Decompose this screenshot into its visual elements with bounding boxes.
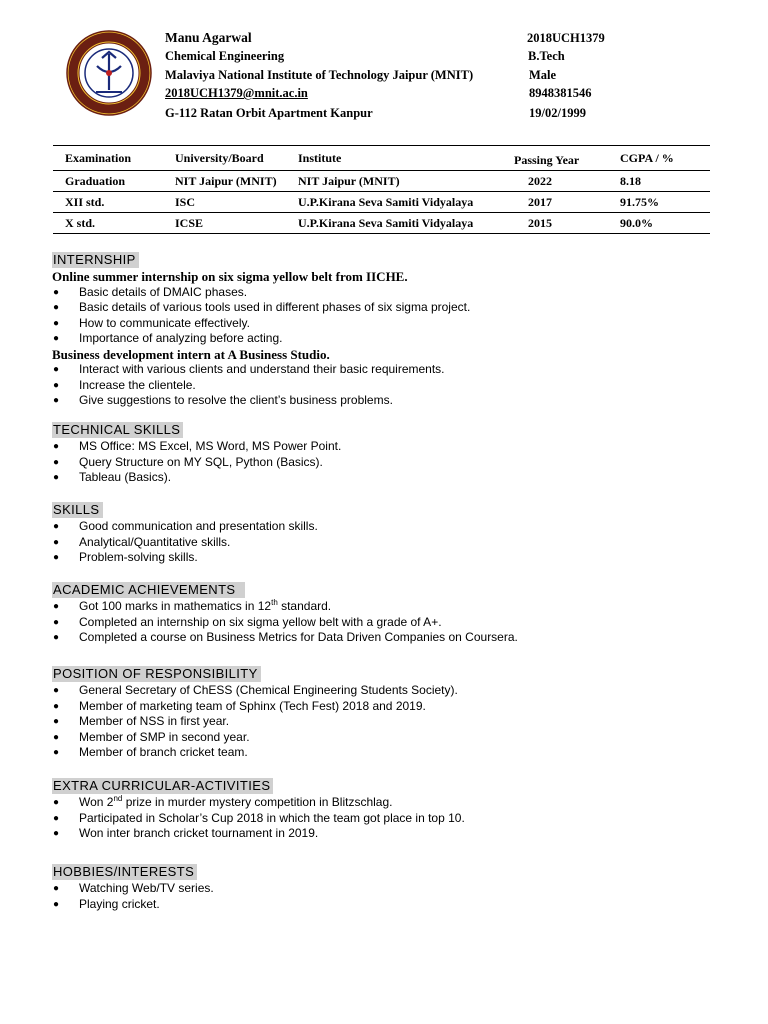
bullet-icon: ● <box>53 441 60 452</box>
table-cell: ICSE <box>163 213 286 234</box>
list-item-text: Completed an internship on six sigma yellow belt with a grade of A+. <box>79 614 442 629</box>
list-item <box>52 714 458 730</box>
list-item <box>52 393 470 409</box>
list-item-text: Playing cricket. <box>79 896 160 911</box>
list-item-text: General Secretary of ChESS (Chemical Engineering Students Society). <box>79 683 458 697</box>
bullet-icon: ● <box>53 685 60 696</box>
academic-achievements-section <box>52 581 518 646</box>
list-item <box>52 550 318 566</box>
candidate-name: Manu Agarwal <box>165 30 252 45</box>
list-item-text: Watching Web/TV series. <box>79 881 214 895</box>
bullet-list <box>52 439 341 486</box>
list-item <box>52 378 470 394</box>
internship-title: Business development intern at A Business Studio. <box>52 346 330 362</box>
bullet-list <box>52 362 470 409</box>
bullet-icon: ● <box>53 731 60 743</box>
list-item-text: Member of SMP in second year. <box>79 729 250 744</box>
superscript: th <box>271 598 278 607</box>
section-title: HOBBIES/INTERESTS <box>52 864 197 880</box>
internship-title: Online summer internship on six sigma yellow belt from IICHE. <box>52 269 408 284</box>
section-title: SKILLS <box>52 502 103 518</box>
list-item-text: Importance of analyzing before acting. <box>79 331 283 345</box>
table-cell: U.P.Kirana Seva Samiti Vidyalaya <box>286 213 502 234</box>
table-cell: 2017 <box>502 192 608 213</box>
bullet-icon: ● <box>53 601 60 612</box>
extra-curricular-section <box>52 777 465 842</box>
table-header-cell: Examination <box>53 146 163 171</box>
education-table <box>53 145 710 234</box>
email-link[interactable]: 2018UCH1379@mnit.ac.in <box>165 86 308 100</box>
institute-logo <box>66 30 152 116</box>
bullet-icon: ● <box>53 333 60 344</box>
table-row <box>53 171 710 192</box>
list-item-text: Analytical/Quantitative skills. <box>79 534 231 549</box>
bullet-icon: ● <box>53 472 60 483</box>
list-item-text: How to communicate effectively. <box>79 315 250 330</box>
bullet-icon: ● <box>53 552 60 563</box>
bullet-list <box>52 795 465 842</box>
bullet-icon: ● <box>53 828 60 839</box>
list-item <box>52 331 470 347</box>
list-item <box>52 455 341 471</box>
bullet-icon: ● <box>53 812 60 824</box>
list-item-text: Interact with various clients and understand their basic requirements. <box>79 362 445 376</box>
table-header-cell: Institute <box>286 146 502 171</box>
table-cell: 8.18 <box>608 171 710 192</box>
list-item <box>52 811 465 827</box>
list-item-text: Basic details of various tools used in different phases of six sigma project. <box>79 300 471 314</box>
list-item <box>52 683 458 699</box>
bullet-icon: ● <box>53 716 60 727</box>
address: G-112 Ratan Orbit Apartment Kanpur <box>165 106 373 120</box>
list-item <box>52 519 318 535</box>
table-row <box>53 213 710 234</box>
list-item <box>52 615 518 631</box>
bullet-list <box>52 683 458 761</box>
bullet-list <box>52 599 518 646</box>
table-cell: ISC <box>163 192 286 213</box>
table-cell: 91.75% <box>608 192 710 213</box>
bullet-icon: ● <box>53 616 60 628</box>
table-cell: XII std. <box>53 192 163 213</box>
list-item-text: Got 100 marks in mathematics in 12 <box>79 599 272 613</box>
list-item-text: Give suggestions to resolve the client’s business problems. <box>79 393 393 407</box>
table-header-cell: Passing Year <box>502 146 608 171</box>
list-item <box>52 897 214 913</box>
list-item <box>52 826 465 842</box>
bullet-list <box>52 519 318 566</box>
list-item <box>52 730 458 746</box>
list-item <box>52 285 470 301</box>
table-header-row <box>53 146 710 171</box>
degree: B.Tech <box>528 49 565 63</box>
department: Chemical Engineering <box>165 49 285 63</box>
list-item-text: Good communication and presentation skills. <box>79 519 318 533</box>
list-item <box>52 599 518 615</box>
bullet-icon: ● <box>53 395 60 406</box>
hobbies-section <box>52 863 214 912</box>
table-header-cell: University/Board <box>163 146 286 171</box>
list-item <box>52 300 470 316</box>
bullet-icon: ● <box>53 379 60 391</box>
list-item-text: Won 2 <box>79 795 114 809</box>
list-item-text: prize in murder mystery competition in Blitzschlag. <box>122 795 393 809</box>
bullet-icon: ● <box>53 883 60 894</box>
section-title: ACADEMIC ACHIEVEMENTS <box>52 582 245 598</box>
list-item <box>52 881 214 897</box>
bullet-icon: ● <box>53 898 60 910</box>
list-item <box>52 699 458 715</box>
bullet-list <box>52 285 470 347</box>
list-item-text: Basic details of DMAIC phases. <box>79 284 248 299</box>
list-item-text: Won inter branch cricket tournament in 2019. <box>79 826 319 840</box>
bullet-icon: ● <box>53 521 60 532</box>
list-item <box>52 316 470 332</box>
section-title: TECHNICAL SKILLS <box>52 422 183 438</box>
bullet-icon: ● <box>53 700 60 712</box>
internship-section <box>52 251 470 409</box>
technical-skills-section <box>52 421 341 486</box>
bullet-icon: ● <box>53 317 60 329</box>
bullet-icon: ● <box>53 536 60 548</box>
table-row <box>53 192 710 213</box>
bullet-icon: ● <box>53 456 60 468</box>
date-of-birth: 19/02/1999 <box>529 106 586 120</box>
list-item <box>52 470 341 486</box>
list-item <box>52 745 458 761</box>
section-title: POSITION OF RESPONSIBILITY <box>52 666 261 682</box>
list-item-text: Query Structure on MY SQL, Python (Basics). <box>79 454 323 469</box>
responsibility-section <box>52 665 458 761</box>
list-item <box>52 535 318 551</box>
bullet-icon: ● <box>53 364 60 375</box>
list-item-text: Member of marketing team of Sphinx (Tech Fest) 2018 and 2019. <box>79 698 426 713</box>
table-cell: 90.0% <box>608 213 710 234</box>
section-title: EXTRA CURRICULAR-ACTIVITIES <box>52 778 273 794</box>
table-header-cell: CGPA / % <box>608 146 710 171</box>
list-item-text: Increase the clientele. <box>79 377 196 392</box>
list-item-text: Member of NSS in first year. <box>79 714 230 728</box>
bullet-icon: ● <box>53 797 60 808</box>
table-cell: 2022 <box>502 171 608 192</box>
table-cell: NIT Jaipur (MNIT) <box>163 171 286 192</box>
gender: Male <box>529 68 557 82</box>
list-item-text: Problem-solving skills. <box>79 550 198 564</box>
table-cell: U.P.Kirana Seva Samiti Vidyalaya <box>286 192 502 213</box>
list-item <box>52 439 341 455</box>
superscript: nd <box>113 794 123 803</box>
bullet-icon: ● <box>53 747 60 758</box>
bullet-list <box>52 881 214 912</box>
table-cell: X std. <box>53 213 163 234</box>
list-item-text: MS Office: MS Excel, MS Word, MS Power Point. <box>79 439 342 453</box>
table-cell: NIT Jaipur (MNIT) <box>286 171 502 192</box>
bullet-icon: ● <box>53 632 60 643</box>
list-item-text: Completed a course on Business Metrics for Data Driven Companies on Coursera. <box>79 630 518 644</box>
section-title: INTERNSHIP <box>52 252 139 268</box>
list-item-text: Member of branch cricket team. <box>79 745 248 759</box>
roll-number: 2018UCH1379 <box>527 31 605 45</box>
list-item-text: Tableau (Basics). <box>79 470 172 484</box>
list-item <box>52 362 470 378</box>
list-item-text: Participated in Scholar’s Cup 2018 in which the team got place in top 10. <box>79 810 465 825</box>
phone-number: 8948381546 <box>529 86 592 100</box>
table-cell: Graduation <box>53 171 163 192</box>
list-item <box>52 795 465 811</box>
table-cell: 2015 <box>502 213 608 234</box>
institute-name: Malaviya National Institute of Technology Jaipur (MNIT) <box>165 68 474 82</box>
list-item <box>52 630 518 646</box>
bullet-icon: ● <box>53 302 60 313</box>
skills-section <box>52 501 318 566</box>
list-item-text: standard. <box>277 599 332 613</box>
bullet-icon: ● <box>53 286 60 298</box>
